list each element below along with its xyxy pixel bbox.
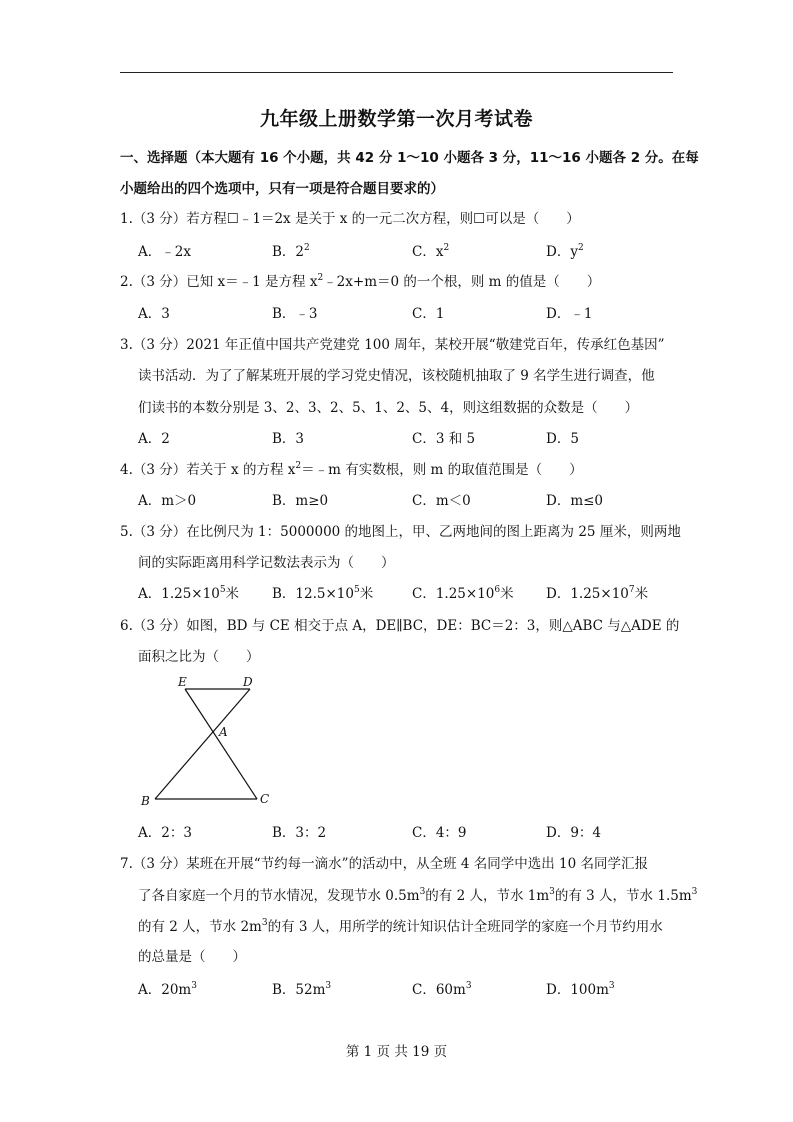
page-title: 九年级上册数学第一次月考试卷 bbox=[259, 108, 533, 130]
label-C: C bbox=[260, 792, 270, 806]
q7-stem-line3: 的有 2 人，节水 $2m^3$的有 3 人，用所学的统计知识估计全班同学的家庭一个月节约用水 bbox=[138, 918, 663, 935]
label-B: B bbox=[141, 794, 150, 808]
q7-option-c: C．$60m^3$ bbox=[412, 981, 472, 998]
q4-option-b: B．m≥0 bbox=[272, 493, 329, 509]
q1-option-b: B．$2^2$ bbox=[272, 243, 310, 260]
q1-option-a: A．﹣2x bbox=[138, 244, 191, 260]
q1-option-c: C．$x^2$ bbox=[412, 243, 450, 260]
q4-stem: 4.（3 分）若关于 x 的方程 $x^2=﹣m$ 有实数根，则 m 的取值范围是（ ） bbox=[120, 461, 583, 478]
q4-option-a: A．m＞0 bbox=[138, 493, 197, 509]
q3-option-c: C．3 和 5 bbox=[412, 431, 476, 447]
q2-option-b: B．﹣3 bbox=[272, 306, 318, 322]
q6-option-d: D．9：4 bbox=[546, 825, 602, 841]
q1-option-d: D．$y^2$ bbox=[546, 243, 584, 260]
q4-option-c: C．m＜0 bbox=[412, 493, 471, 509]
q3-option-b: B．3 bbox=[272, 431, 305, 447]
label-A: A bbox=[219, 725, 228, 739]
q6-stem-line1: 6.（3 分）如图，BD 与 CE 相交于点 A，DE∥BC，DE：BC＝2：3，则△ABC 与△ADE 的 bbox=[120, 618, 680, 634]
q5-option-b: B．$12.5\times 10^5$米 bbox=[272, 585, 374, 602]
header-rule bbox=[120, 72, 673, 73]
q3-stem-line2: 读书活动．为了了解某班开展的学习党史情况，该校随机抽取了 9 名学生进行调查，他 bbox=[138, 368, 655, 384]
segment-EC bbox=[185, 689, 257, 799]
q7-stem-line2: 了各自家庭一个月的节水情况，发现节水 $0.5m^3$的有 2 人，节水 $1m^3$的有 3 人，节水 $1.5m^3$ bbox=[138, 887, 698, 904]
q3-stem-line3: 们读书的本数分别是 3、2、3、2、5、1、2、5、4，则这组数据的众数是（ ） bbox=[138, 400, 639, 416]
section-heading-line1: 一、选择题（本大题有 16 个小题，共 42 分 1～10 小题各 3 分，11～16 小题各 2 分。在每 bbox=[120, 150, 699, 166]
q7-option-b: B．$52m^3$ bbox=[272, 981, 332, 998]
q6-option-c: C．4：9 bbox=[412, 825, 467, 841]
q7-stem-line4: 的总量是（ ） bbox=[138, 949, 246, 965]
q4-option-d: D．m≤0 bbox=[546, 493, 604, 509]
q7-option-a: A．$20m^3$ bbox=[138, 981, 197, 998]
q6-option-a: A．2：3 bbox=[138, 825, 192, 841]
q5-stem-line2: 间的实际距离用科学记数法表示为（ ） bbox=[138, 555, 395, 571]
segment-DB bbox=[155, 689, 250, 799]
q5-stem-line1: 5.（3 分）在比例尺为 1：5000000 的地图上，甲、乙两地间的图上距离为 25 厘米，则两地 bbox=[120, 524, 681, 540]
q7-stem-line1: 7.（3 分）某班在开展“节约每一滴水”的活动中，从全班 4 名同学中选出 10 名同学汇报 bbox=[120, 856, 648, 872]
q1-stem: 1.（3 分）若方程☐﹣1＝2x 是关于 x 的一元二次方程，则☐可以是（ ） bbox=[120, 211, 580, 227]
q2-option-a: A．3 bbox=[138, 306, 170, 322]
q3-option-d: D．5 bbox=[546, 431, 579, 447]
q6-option-b: B．3：2 bbox=[272, 825, 327, 841]
q2-option-d: D．﹣1 bbox=[546, 306, 593, 322]
q3-stem-line1: 3.（3 分）2021 年正值中国共产党建党 100 周年，某校开展“敬建党百年，传承红色基因” bbox=[120, 337, 665, 353]
q3-option-a: A．2 bbox=[138, 431, 170, 447]
section-heading-line2: 小题给出的四个选项中，只有一项是符合题目要求的） bbox=[120, 181, 444, 197]
q2-stem: 2.（3 分）已知 x＝﹣1 是方程 $x^2﹣2x+m=0$ 的一个根，则 m 的值是（ ） bbox=[120, 273, 601, 290]
q6-stem-line2: 面积之比为（ ） bbox=[138, 649, 260, 665]
label-D: D bbox=[243, 675, 253, 689]
q2-option-c: C．1 bbox=[412, 306, 445, 322]
q7-option-d: D．$100m^3$ bbox=[546, 981, 615, 998]
page-footer: 第 1 页 共 19 页 bbox=[345, 1044, 448, 1060]
geometry-figure bbox=[138, 670, 278, 810]
q5-option-a: A．$1.25\times 10^5$米 bbox=[138, 585, 240, 602]
q5-option-d: D．$1.25\times 10^7$米 bbox=[546, 585, 649, 602]
label-E: E bbox=[178, 675, 187, 689]
q5-option-c: C．$1.25\times 10^6$米 bbox=[412, 585, 514, 602]
